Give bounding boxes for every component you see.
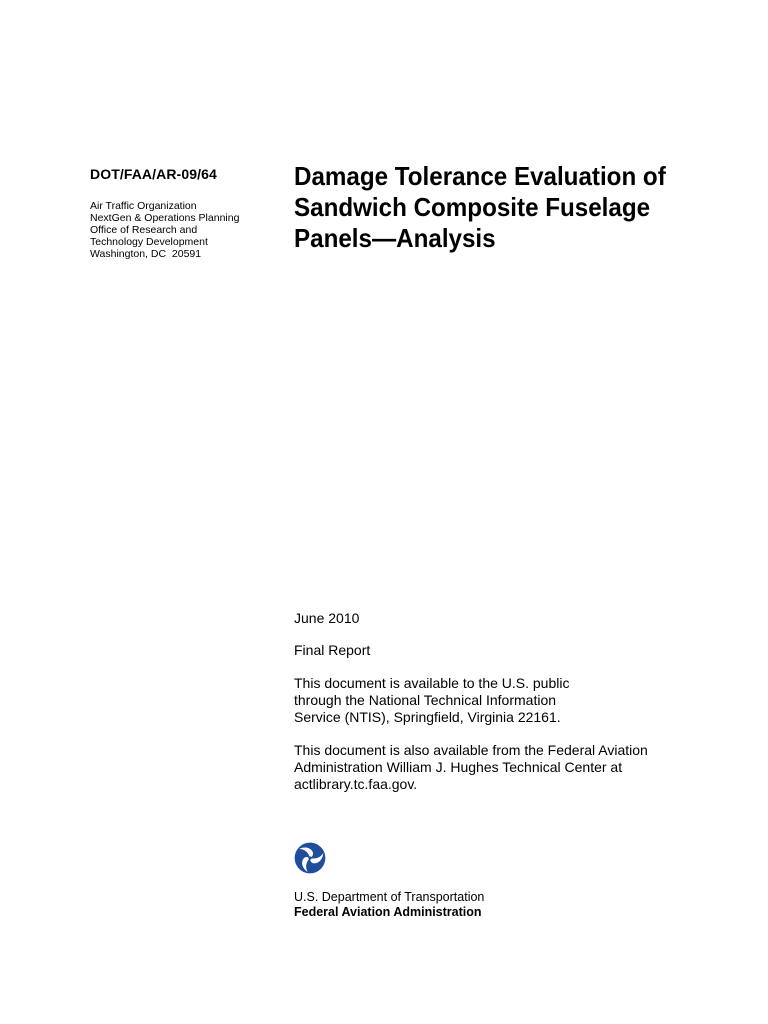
org-line-5: Washington, DC 20591 — [90, 248, 202, 260]
ntis-line-1: This document is available to the U.S. public — [294, 675, 570, 691]
dot-logo-icon — [294, 842, 326, 874]
org-line-1: Air Traffic Organization — [90, 200, 197, 212]
faa-line-1: This document is also available from the Federal Aviation — [294, 742, 648, 758]
administration-name: Federal Aviation Administration — [294, 905, 482, 919]
org-line-4: Technology Development — [90, 236, 208, 248]
report-type: Final Report — [294, 642, 371, 658]
agency-block — [294, 890, 484, 920]
faa-availability — [294, 742, 694, 793]
title-line-3: Panels—Analysis — [294, 223, 496, 253]
report-date: June 2010 — [294, 610, 360, 626]
org-line-3: Office of Research and — [90, 224, 198, 236]
ntis-line-2: through the National Technical Information — [294, 692, 557, 708]
organization-block — [90, 200, 280, 260]
faa-line-2: Administration William J. Hughes Technical Center at — [294, 759, 623, 775]
org-line-2: NextGen & Operations Planning — [90, 212, 240, 224]
faa-line-3: actlibrary.tc.faa.gov. — [294, 776, 418, 792]
title-line-1: Damage Tolerance Evaluation of — [294, 161, 666, 191]
department-name: U.S. Department of Transportation — [294, 890, 485, 904]
ntis-availability — [294, 675, 694, 726]
report-info — [294, 610, 694, 809]
ntis-line-3: Service (NTIS), Springfield, Virginia 22161. — [294, 709, 561, 725]
document-title — [294, 161, 713, 254]
report-number: DOT/FAA/AR-09/64 — [90, 166, 217, 182]
dot-logo-svg — [294, 842, 326, 874]
title-line-2: Sandwich Composite Fuselage — [294, 192, 651, 222]
